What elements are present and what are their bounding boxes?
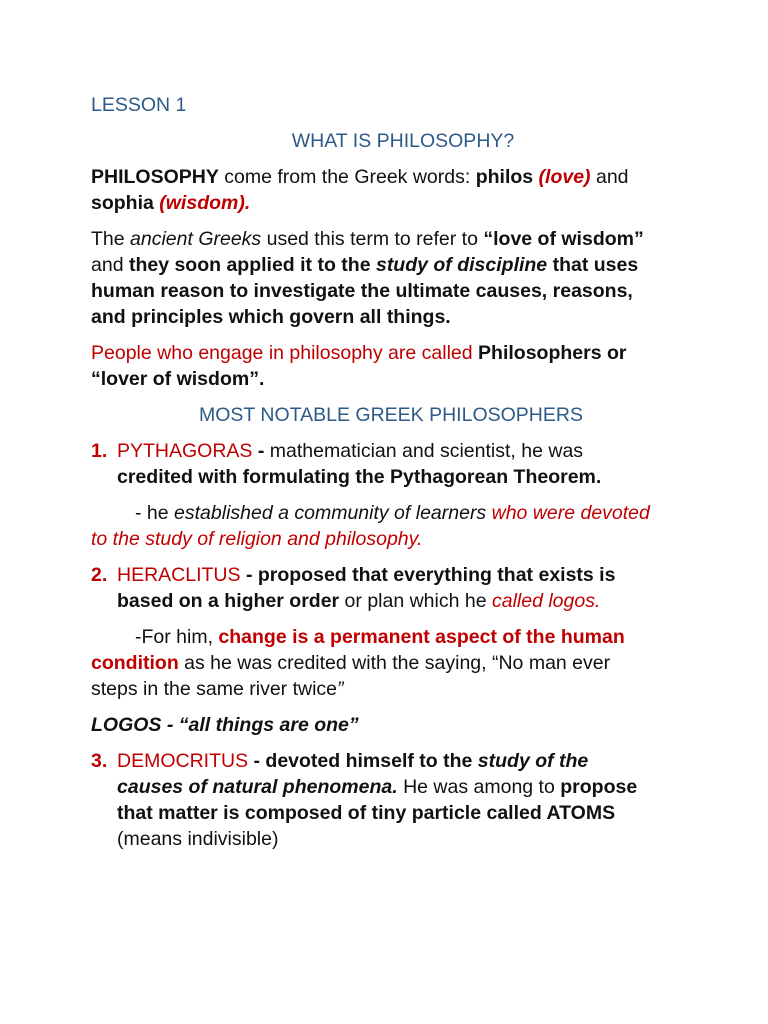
section-heading: MOST NOTABLE GREEK PHILOSOPHERS — [199, 404, 583, 426]
list-number: 2. — [91, 564, 108, 586]
heraclitus-note: -For him, change is a permanent aspect of the human condition as he was credited with the saying, “No man ever steps in the same river twice” — [91, 626, 625, 700]
logos-line: LOGOS - “all things are one” — [91, 714, 359, 736]
list-item-democritus: 3. DEMOCRITUS - devoted himself to the study of the causes of natural phenomena. He was among to propose that matter is composed of tiny particle called ATOMS (means indivisible) — [91, 750, 638, 850]
philosopher-name: PYTHAGORAS — [117, 440, 253, 462]
list-number: 1. — [91, 440, 108, 462]
meaning-wisdom: (wisdom). — [159, 192, 251, 214]
list-item-heraclitus: 2. HERACLITUS - proposed that everything that exists is based on a higher order or plan which he called logos. — [91, 564, 616, 612]
greeks-paragraph: The ancient Greeks used this term to refer to “love of wisdom” and they soon applied it to the study of discipline that uses human reason to investigate the ultimate causes, reasons, and principles which govern all things. — [91, 228, 644, 328]
list-number: 3. — [91, 750, 108, 772]
word-sophia: sophia — [91, 192, 154, 214]
lesson-label: LESSON 1 — [91, 94, 187, 116]
document-page — [91, 92, 691, 852]
page-title: WHAT IS PHILOSOPHY? — [291, 130, 515, 152]
philosophers-paragraph: People who engage in philosophy are called Philosophers or “lover of wisdom”. — [91, 342, 627, 390]
word-philos: philos — [475, 166, 534, 188]
philosopher-name: HERACLITUS — [117, 564, 241, 586]
definition-paragraph: PHILOSOPHY come from the Greek words: philos (love) and sophia (wisdom). — [91, 166, 629, 214]
pythagoras-note: - he established a community of learners who were devoted to the study of religion and philosophy. — [91, 502, 650, 550]
philosopher-name: DEMOCRITUS — [117, 750, 249, 772]
meaning-love: (love) — [538, 166, 591, 188]
list-item-pythagoras: 1. PYTHAGORAS - mathematician and scientist, he was credited with formulating the Pythagorean Theorem. — [91, 440, 602, 488]
term-philosophy: PHILOSOPHY — [91, 166, 219, 188]
